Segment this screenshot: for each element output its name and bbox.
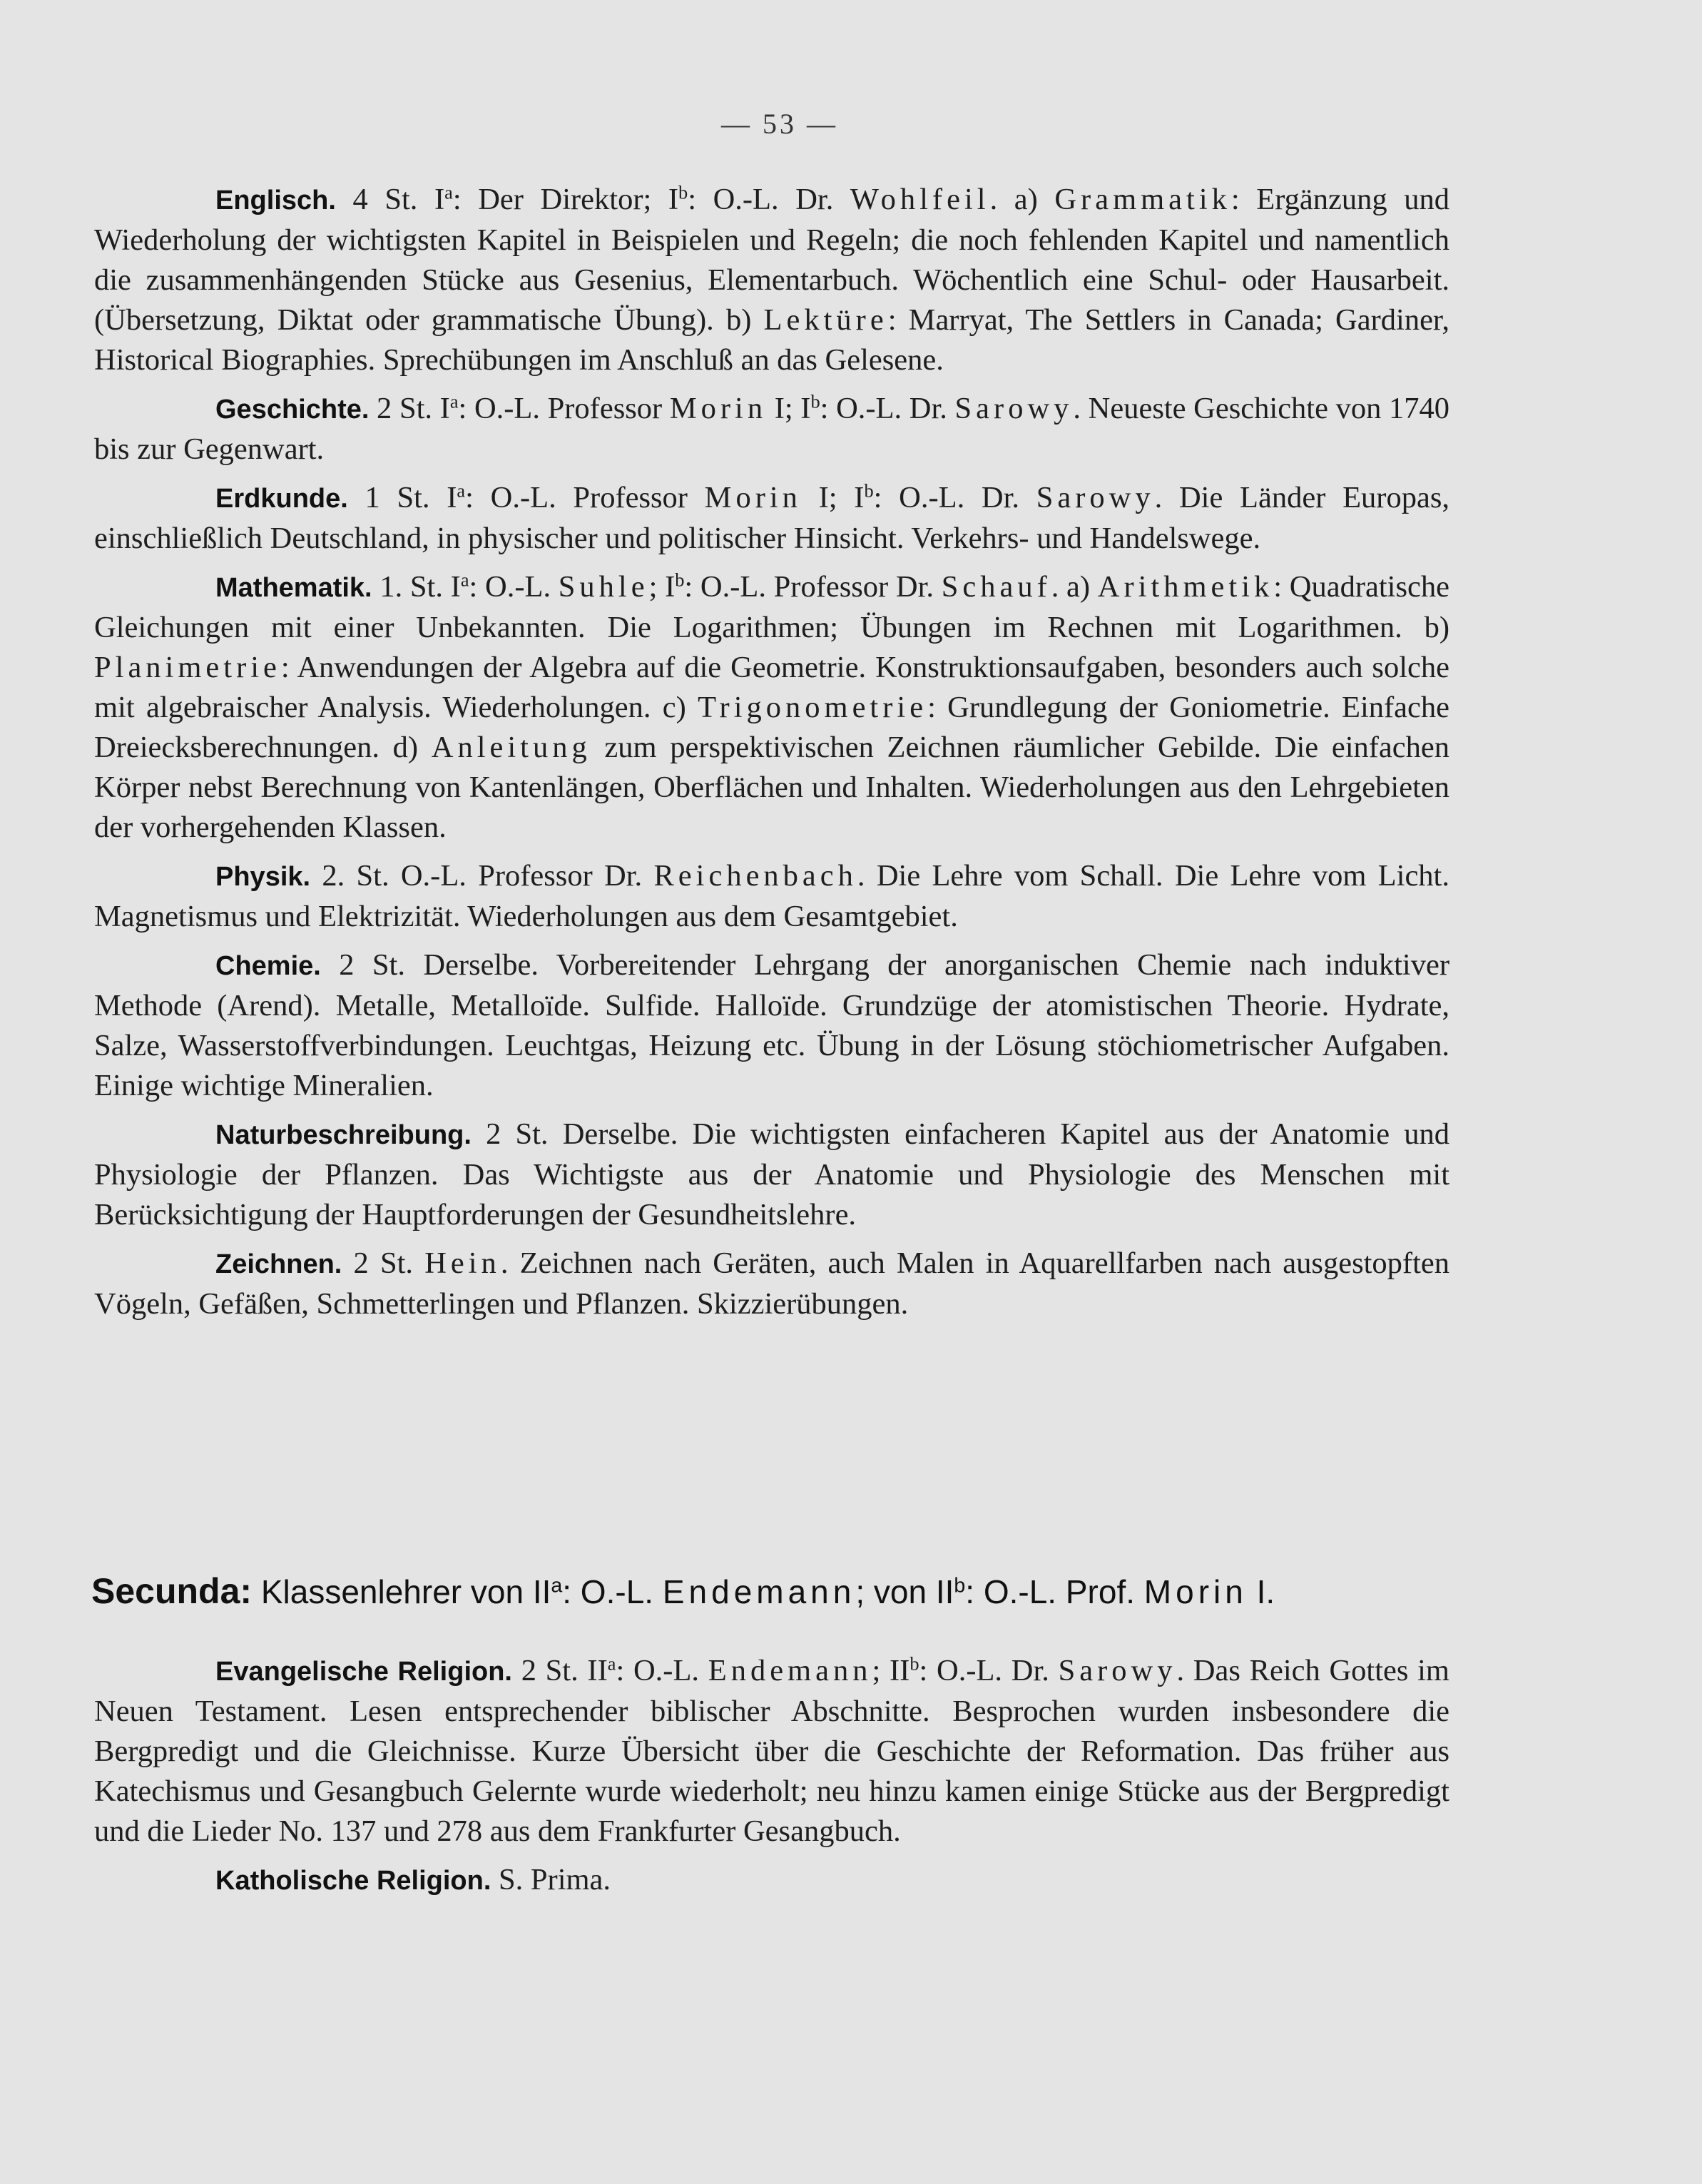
- subject-heading: Englisch.: [215, 186, 336, 215]
- topic-label: Arithmetik: [1097, 570, 1274, 604]
- teacher-name: Endemann: [662, 1573, 856, 1610]
- subject-katholische-religion: Katholische Religion. S. Prima.: [215, 1863, 611, 1896]
- subject-heading: Chemie.: [215, 951, 321, 981]
- teacher-name: Wohlfeil: [850, 183, 990, 216]
- class-title: Secunda:: [91, 1571, 253, 1611]
- teacher-name: Sarowy: [1058, 1654, 1177, 1687]
- teacher-name: Reichenbach: [653, 859, 857, 893]
- teacher-name: Sarowy: [954, 392, 1074, 425]
- subject-chemie: Chemie. 2 St. Derselbe. Vorbereitender Lehrgang der anorganischen Chemie nach induktiver Methode (Arend). Metalle, Metalloïde. Sulfide. Halloïde. Grundzüge der atomistischen Theorie. Hydrate, Salze, Wasserstoffverbindungen. Leuchtgas, Heizung etc. Übung in der Lösung stöchiometrischer Aufgaben. Einige wichtige Mineralien.: [94, 948, 1449, 1102]
- subject-heading: Evangelische Religion.: [215, 1657, 512, 1687]
- teacher-name: Schauf: [941, 570, 1051, 604]
- teacher-name: Sarowy: [1036, 481, 1155, 514]
- subject-zeichnen: Zeichnen. 2 St. Hein. Zeichnen nach Geräten, auch Malen in Aquarellfarben nach ausgestopften Vögeln, Gefäßen, Schmetterlingen und Pflanzen. Skizzierübungen.: [94, 1246, 1449, 1321]
- subject-naturbeschreibung: Naturbeschreibung. 2 St. Derselbe. Die wichtigsten einfacheren Kapitel aus der Anatomie und Physiologie der Pflanzen. Das Wichtigste aus der Anatomie und Physiologie des Menschen mit Berücksichtigung der Hauptforderungen der Gesundheitslehre.: [94, 1117, 1449, 1231]
- topic-label: Grammatik: [1054, 183, 1231, 216]
- subject-geschichte: Geschichte. 2 St. $I^a$: O.-L. Professor Morin I; $I^b$: O.-L. Dr. Sarowy. Neueste Geschichte von 1740 bis zur Gegenwart.: [94, 391, 1449, 466]
- subject-heading: Zeichnen.: [215, 1249, 342, 1279]
- subject-mathematik: Mathematik. 1. St. $I^a$: O.-L. Suhle; $I^b$: O.-L. Professor Dr. Schauf. a) Arithmetik: Quadratische Gleichungen mit einer Unbekannten. Die Logarithmen; Übungen im Rechnen mit Logarithmen. b) Planimetrie: Anwendungen der Algebra auf die Geometrie. Konstruktionsaufgaben, besonders auch solche mit algebraischer Analysis. Wiederholungen. c) Trigonometrie: Grundlegung der Goniometrie. Einfache Dreiecksberechnungen. d) Anleitung zum perspektivischen Zeichnen räumlicher Gebilde. Die einfachen Körper nebst Berechnung von Kantenlängen, Oberflächen und Inhalten. Wiederholungen aus den Lehrgebieten der vorhergehenden Klassen.: [94, 569, 1450, 844]
- subject-physik: Physik. 2. St. O.-L. Professor Dr. Reichenbach. Die Lehre vom Schall. Die Lehre vom Licht. Magnetismus und Elektrizität. Wiederholungen aus dem Gesamtgebiet.: [94, 859, 1449, 933]
- page-number: — 53 —: [721, 108, 838, 140]
- subject-heading: Naturbeschreibung.: [215, 1120, 472, 1150]
- subject-heading: Geschichte.: [215, 395, 370, 425]
- subject-heading: Katholische Religion.: [215, 1866, 491, 1896]
- teacher-name: Suhle: [558, 570, 649, 604]
- teacher-name: Endemann: [708, 1654, 872, 1687]
- secunda-heading: Secunda: Klassenlehrer von $II^a$: O.-L. Endemann; von $II^b$: O.-L. Prof. Morin I.: [91, 1571, 1275, 1611]
- subject-englisch: Englisch. 4 St. $I^a$: Der Direktor; $I^b$: O.-L. Dr. Wohlfeil. a) Grammatik: Ergänzung und Wiederholung der wichtigsten Kapitel in Beispielen und Regeln; die noch fehlenden Kapitel und namentlich die zusammenhängenden Stücke aus Gesenius, Elementarbuch. Wöchentlich eine Schul- oder Hausarbeit. (Übersetzung, Diktat oder grammatische Übung). b) Lektüre: Marryat, The Settlers in Canada; Gardiner, Historical Biographies. Sprechübungen im Anschluß an das Gelesene.: [94, 182, 1450, 377]
- topic-label: Planimetrie: [94, 651, 281, 684]
- teacher-name: Hein: [424, 1246, 501, 1280]
- prima-curriculum: [94, 180, 1449, 1324]
- subject-heading: Erdkunde.: [215, 484, 348, 514]
- subject-heading: Physik.: [215, 862, 311, 892]
- teacher-name: Morin: [1143, 1573, 1248, 1610]
- subject-erdkunde: Erdkunde. 1 St. $I^a$: O.-L. Professor Morin I; $I^b$: O.-L. Dr. Sarowy. Die Länder Europas, einschließlich Deutschland, in physischer und politischer Hinsicht. Verkehrs- und Handelswege.: [94, 480, 1449, 555]
- topic-label: Anleitung: [431, 731, 591, 764]
- teacher-name: Morin: [669, 392, 768, 425]
- secunda-curriculum: [94, 1651, 1449, 1901]
- subject-evangelische-religion: Evangelische Religion. 2 St. $II^a$: O.-L. Endemann; $II^b$: O.-L. Dr. Sarowy. Das Reich Gottes im Neuen Testament. Lesen entsprechender biblischer Abschnitte. Besprochen wurden insbesondere die Bergpredigt und die Gleichnisse. Kurze Übersicht über die Geschichte der Reformation. Das früher aus Katechismus und Gesangbuch Gelernte wurde wiederholt; neu hinzu kamen einige Stücke aus der Bergpredigt und die Lieder No. 137 und 278 aus dem Frankfurter Gesangbuch.: [94, 1653, 1449, 1848]
- topic-label: Lektüre: [763, 303, 888, 337]
- teacher-name: Morin: [704, 481, 802, 514]
- topic-label: Trigonometrie: [698, 691, 928, 724]
- subject-heading: Mathematik.: [215, 573, 372, 603]
